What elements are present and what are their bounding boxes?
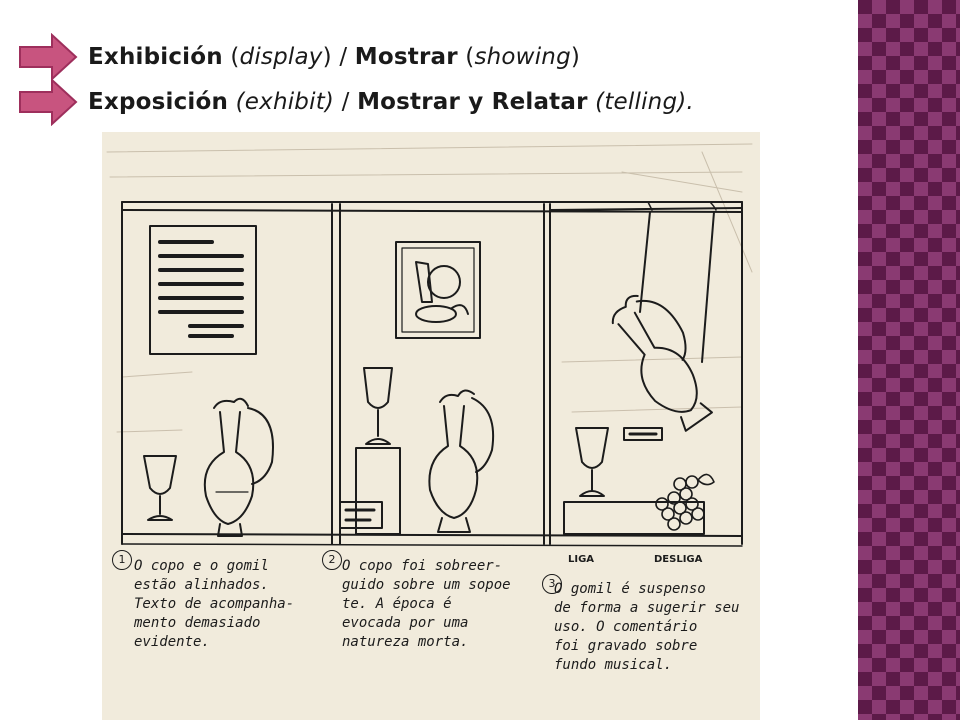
caption-line: de forma a sugerir seu (554, 600, 740, 616)
term-mostrar: Mostrar (354, 44, 458, 70)
caption-line: estão alinhados. (134, 577, 269, 593)
panel-number-3: 3 (542, 574, 562, 594)
caption-line: guido sobre um sopoe (342, 577, 511, 593)
label-liga: LIGA (568, 554, 595, 565)
caption-line: O copo foi sobreer- (342, 558, 503, 574)
label-desliga: DESLIGA (654, 554, 703, 565)
museum-display-sketch (102, 132, 760, 720)
jug-drawing (429, 390, 493, 532)
caption-line: natureza morta. (342, 634, 469, 650)
panel-3-caption (554, 580, 739, 675)
arrow-right-icon (18, 78, 78, 126)
panel-number-2: 2 (322, 550, 342, 570)
bullet-text (88, 89, 694, 115)
goblet-drawing (576, 428, 608, 496)
arrow-right-icon (18, 33, 78, 81)
caption-line: Texto de acompanha- (134, 596, 295, 612)
gloss-display: display (239, 44, 323, 70)
jug-drawing (205, 399, 273, 536)
caption-line: O copo e o gomil (134, 558, 269, 574)
caption-line: evidente. (134, 634, 210, 650)
bullet-text: Exhibición (display) / Mostrar (showing) (88, 44, 581, 70)
bullet-item-exhibicion (18, 33, 580, 81)
display-base (564, 502, 704, 534)
term-exposicion: Exposición (88, 89, 229, 115)
gloss-showing: showing (474, 44, 571, 70)
caption-line: te. A época é (342, 596, 452, 612)
separator: / (339, 44, 348, 70)
caption-line: O gomil é suspenso (554, 581, 706, 597)
decorative-side-band (858, 0, 960, 720)
caption-line: evocada por uma (342, 615, 469, 631)
suspension-wires (550, 202, 742, 362)
small-label-plaque (624, 428, 662, 440)
goblet-drawing (144, 456, 176, 520)
gloss-exhibit: (exhibit) (235, 89, 335, 115)
small-label-plaque (340, 502, 382, 528)
bullet-item-exposicion (18, 78, 694, 126)
caption-line: foi gravado sobre (554, 638, 698, 654)
term-mostrar-y-relatar: Mostrar y Relatar (357, 89, 588, 115)
caption-line: uso. O comentário (554, 619, 698, 635)
term-exhibicion: Exhibición (88, 44, 223, 70)
panel-number-1: 1 (112, 550, 132, 570)
separator: / (341, 89, 350, 115)
gloss-telling: (telling). (595, 89, 694, 115)
still-life-picture (396, 242, 480, 338)
caption-line: fundo musical. (554, 657, 673, 673)
text-panel-board (150, 226, 256, 354)
panel-2-caption (342, 557, 511, 652)
caption-line: mento demasiado (134, 615, 261, 631)
panel-1-caption (134, 557, 294, 652)
